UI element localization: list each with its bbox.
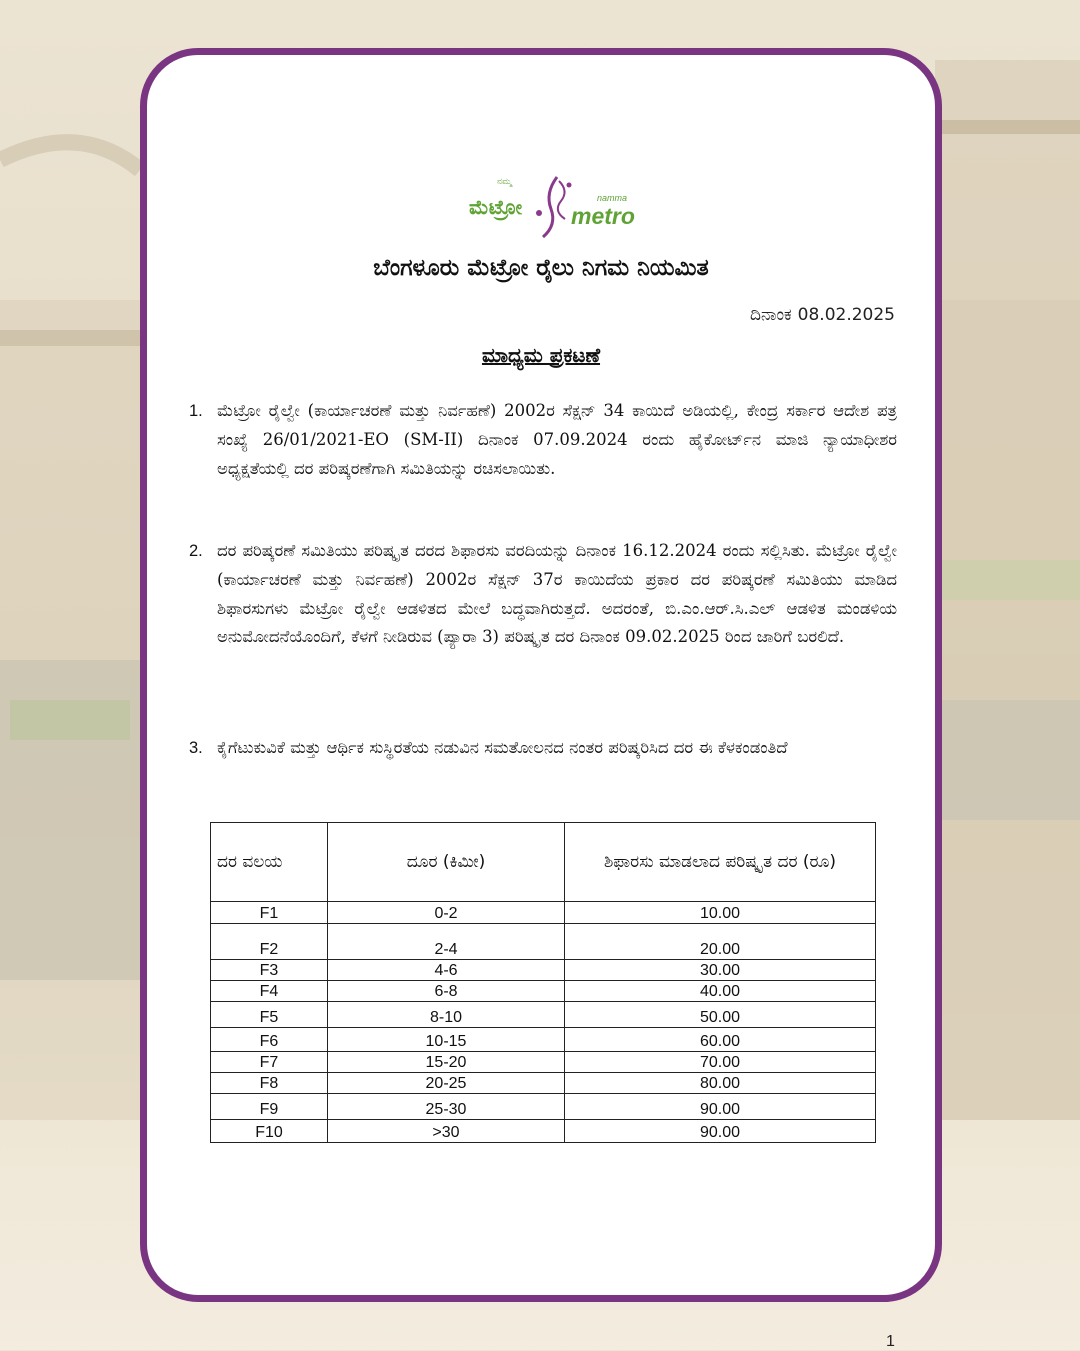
zone-cell: F10 <box>211 1120 328 1143</box>
page-number: 1 <box>886 1333 895 1350</box>
namma-metro-logo <box>469 173 639 245</box>
table-row <box>211 1028 876 1052</box>
zone-cell: F2 <box>211 924 328 960</box>
paragraph-text: ಕೈಗೆಟುಕುವಿಕೆ ಮತ್ತು ಆರ್ಥಿಕ ಸುಸ್ಥಿರತೆಯ ನಡುವಿನ ಸಮತೋಲನದ ನಂತರ ಪರಿಷ್ಕರಿಸಿದ ದರ ಈ ಕೆಳಕಂಡಂತಿದೆ <box>217 738 788 757</box>
table-row <box>211 1002 876 1028</box>
fare-cell: 30.00 <box>565 960 876 981</box>
paragraph-number: 2. <box>189 542 203 560</box>
distance-cell: 25-30 <box>328 1094 565 1120</box>
distance-cell: 2-4 <box>328 924 565 960</box>
table-row <box>211 1052 876 1073</box>
distance-cell: 20-25 <box>328 1073 565 1094</box>
distance-cell: 15-20 <box>328 1052 565 1073</box>
logo-english-small: namma <box>597 193 628 203</box>
table-row <box>211 960 876 981</box>
distance-cell: 6-8 <box>328 981 565 1002</box>
fare-cell: 60.00 <box>565 1028 876 1052</box>
zone-cell: F4 <box>211 981 328 1002</box>
zone-cell: F8 <box>211 1073 328 1094</box>
fare-cell: 70.00 <box>565 1052 876 1073</box>
zone-cell: F6 <box>211 1028 328 1052</box>
header-revised-fare: ಶಿಫಾರಸು ಮಾಡಲಾದ ಪರಿಷ್ಕೃತ ದರ (ರೂ) <box>565 823 876 902</box>
paragraph-2 <box>189 537 897 652</box>
zone-cell: F1 <box>211 902 328 924</box>
distance-cell: >30 <box>328 1120 565 1143</box>
press-release-heading: ಮಾಧ್ಯಮ ಪ್ರಕಟಣೆ <box>481 343 601 367</box>
logo-kannada-small: ನಮ್ಮ <box>497 177 512 187</box>
fare-cell: 40.00 <box>565 981 876 1002</box>
table-row <box>211 1120 876 1143</box>
fare-cell: 90.00 <box>565 1120 876 1143</box>
fare-cell: 90.00 <box>565 1094 876 1120</box>
distance-cell: 0-2 <box>328 902 565 924</box>
zone-cell: F7 <box>211 1052 328 1073</box>
table-row <box>211 924 876 960</box>
paragraph-3 <box>189 734 897 763</box>
zone-cell: F3 <box>211 960 328 981</box>
distance-cell: 10-15 <box>328 1028 565 1052</box>
distance-cell: 8-10 <box>328 1002 565 1028</box>
fare-table <box>210 822 876 1143</box>
distance-cell: 4-6 <box>328 960 565 981</box>
paragraph-1 <box>189 397 897 483</box>
press-release-card <box>140 48 942 1302</box>
fare-cell: 10.00 <box>565 902 876 924</box>
fare-table-header-row <box>211 823 876 902</box>
fare-cell: 50.00 <box>565 1002 876 1028</box>
header-distance: ದೂರ (ಕಿಮೀ) <box>328 823 565 902</box>
table-row <box>211 1094 876 1120</box>
header-fare-zone: ದರ ವಲಯ <box>211 823 328 902</box>
table-row <box>211 1073 876 1094</box>
logo-english-text: metro <box>571 203 635 229</box>
date-value: 08.02.2025 <box>797 305 895 325</box>
fare-cell: 20.00 <box>565 924 876 960</box>
table-row <box>211 902 876 924</box>
logo-kannada-text: ಮೆಟ್ರೋ <box>469 195 523 219</box>
fare-cell: 80.00 <box>565 1073 876 1094</box>
paragraph-text: ದರ ಪರಿಷ್ಕರಣೆ ಸಮಿತಿಯು ಪರಿಷ್ಕೃತ ದರದ ಶಿಫಾರಸು ವರದಿಯನ್ನು ದಿನಾಂಕ 16.12.2024 ರಂದು ಸಲ್ಲಿಸಿತು. ಮೆಟ್ರೋ ರೈಲ್ವೇ (ಕಾರ್ಯಾಚರಣೆ ಮತ್ತು ನಿರ್ವಹಣೆ) 2002ರ ಸೆಕ್ಷನ್ 37ರ ಕಾಯಿದೆಯ ಪ್ರಕಾರ ದರ ಪರಿಷ್ಕರಣೆ ಸಮಿತಿಯು ಮಾಡಿದ ಶಿಫಾರಸುಗಳು ಮೆಟ್ರೋ ರೈಲ್ವೇ ಆಡಳಿತದ ಮೇಲೆ ಬದ್ಧವಾಗಿರುತ್ತದೆ. ಅದರಂತೆ, ಬಿ.ಎಂ.ಆರ್.ಸಿ.ಎಲ್ ಆಡಳಿತ ಮಂಡಳಿಯ ಅನುಮೋದನೆಯೊಂದಿಗೆ, ಕೆಳಗೆ ನೀಡಿರುವ (ಪ್ಯಾರಾ 3) ಪರಿಷ್ಕೃತ ದರ ದಿನಾಂಕ 09.02.2025 ರಿಂದ ಜಾರಿಗೆ ಬರಲಿದೆ. <box>217 541 897 647</box>
release-date <box>744 305 895 325</box>
paragraph-number: 3. <box>189 739 203 757</box>
paragraph-text: ಮೆಟ್ರೋ ರೈಲ್ವೇ (ಕಾರ್ಯಾಚರಣೆ ಮತ್ತು ನಿರ್ವಹಣೆ) 2002ರ ಸೆಕ್ಷನ್ 34 ಕಾಯಿದೆ ಅಡಿಯಲ್ಲಿ, ಕೇಂದ್ರ ಸರ್ಕಾರ ಆದೇಶ ಪತ್ರ ಸಂಖ್ಯೆ 26/01/2021-EO (SM-II) ದಿನಾಂಕ 07.09.2024 ರಂದು ಹೈಕೋರ್ಟ್‌ನ ಮಾಜಿ ನ್ಯಾಯಾಧೀಶರ ಅಧ್ಯಕ್ಷತೆಯಲ್ಲಿ ದರ ಪರಿಷ್ಕರಣೆಗಾಗಿ ಸಮಿತಿಯನ್ನು ರಚಿಸಲಾಯಿತು. <box>217 401 897 478</box>
organization-title: ಬೆಂಗಳೂರು ಮೆಟ್ರೋ ರೈಲು ನಿಗಮ ನಿಯಮಿತ <box>373 255 709 281</box>
date-label: ದಿನಾಂಕ <box>750 305 792 325</box>
table-row <box>211 981 876 1002</box>
paragraph-number: 1. <box>189 402 203 420</box>
zone-cell: F9 <box>211 1094 328 1120</box>
zone-cell: F5 <box>211 1002 328 1028</box>
